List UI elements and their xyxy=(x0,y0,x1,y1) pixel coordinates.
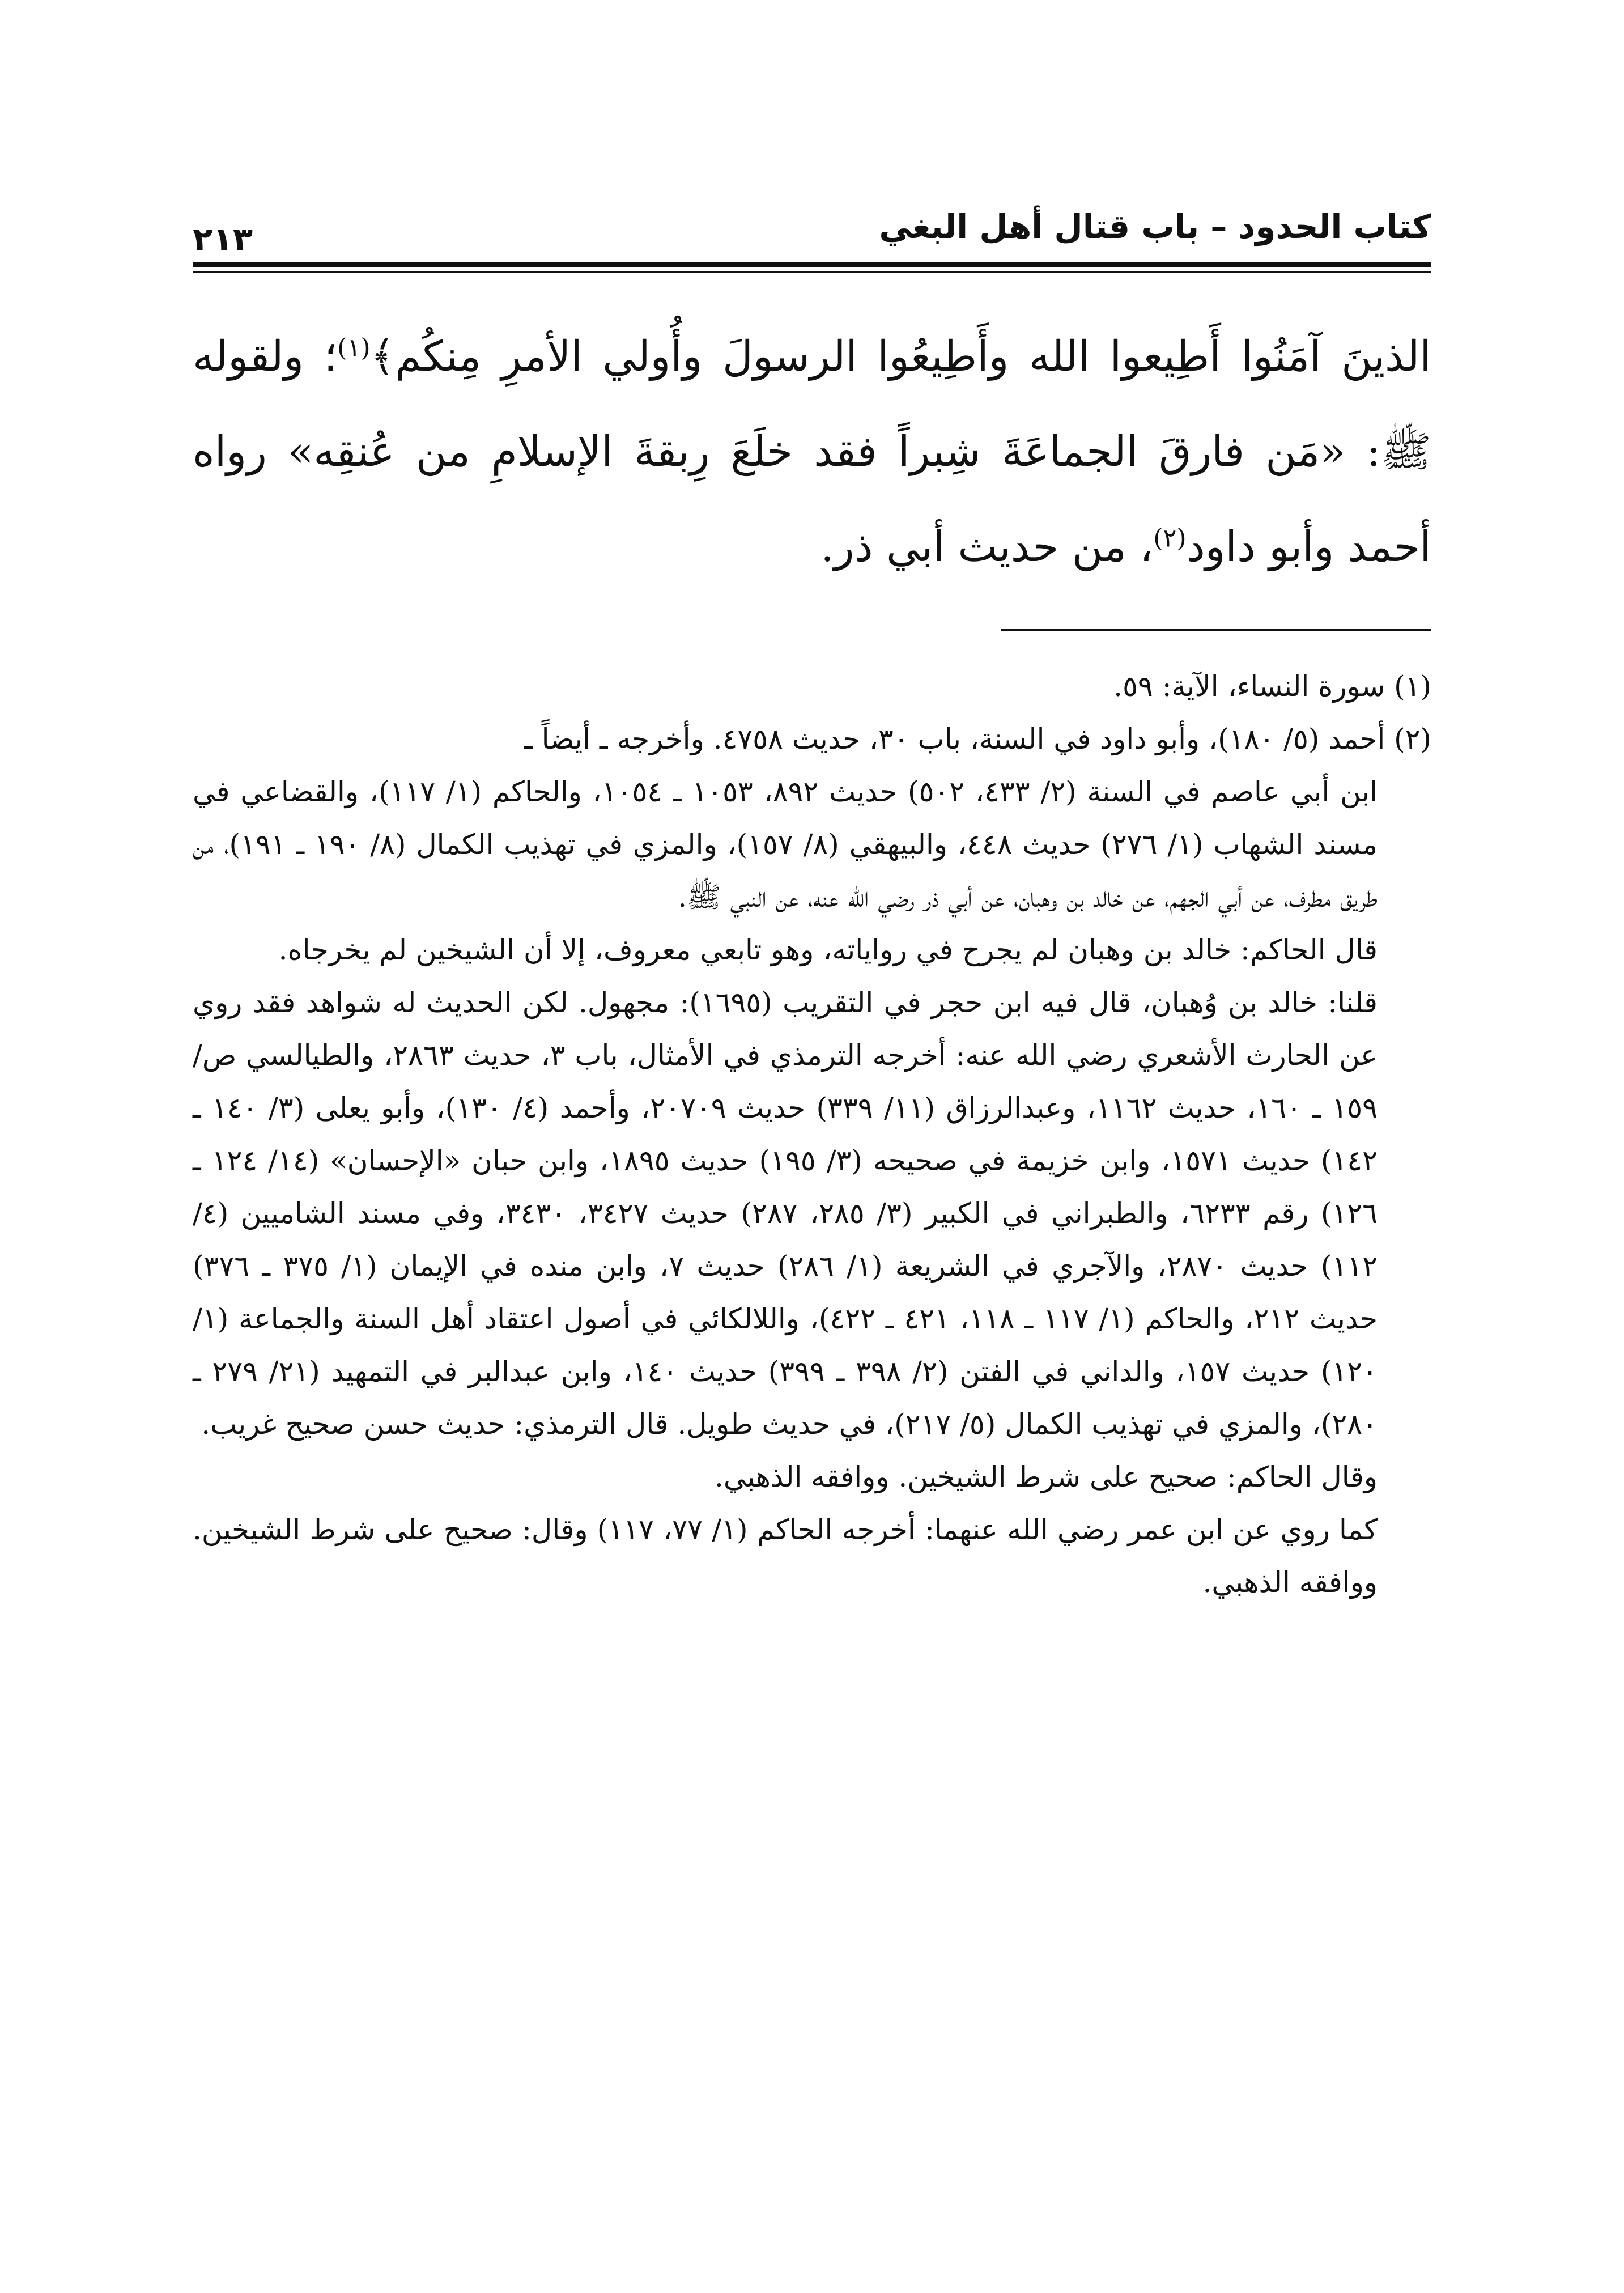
quran-verse: الذينَ آمَنُوا أَطِيعوا الله وأَطِيعُوا الرسولَ وأُولي الأمرِ مِنكُم﴾ xyxy=(370,332,1431,381)
main-paragraph xyxy=(193,309,1431,595)
footnote-2-head: (٢) أحمد (٥/ ١٨٠)، وأبو داود في السنة، باب ٣٠، حديث ٤٧٥٨. وأخرجه ـ أيضاً ـ xyxy=(524,723,1431,755)
main-text xyxy=(193,309,1431,595)
footnote-1: (١) سورة النساء، الآية: ٥٩. xyxy=(1113,670,1431,703)
footnote-2-ibn-umar: كما روي عن ابن عمر رضي الله عنهما: أخرجه الحاكم (١/ ٧٧، ١١٧) وقال: صحيح على شرط الشيخين. ووافقه الذهبي. xyxy=(193,1513,1378,1599)
page-number: ٢١٣ xyxy=(193,220,253,258)
footnotes xyxy=(193,660,1431,1609)
footnote-2-takhrij: قلنا: خالد بن وُهبان، قال فيه ابن حجر في التقريب (١٦٩٥): مجهول. لكن الحديث له شواهد فقد روي عن الحارث الأشعري رضي الله عنه: أخرجه الترمذي في الأمثال، باب ٣، حديث ٢٨٦٣، والطيالسي ص/ ١٥٩ ـ ١٦٠، حديث ١١٦٢، وعبدالرزاق (١١/ ٣٣٩) حديث ٢٠٧٠٩، وأحمد (٤/ ١٣٠)، وأبو يعلى (٣/ ١٤٠ ـ ١٤٢) حديث ١٥٧١، وابن خزيمة في صحيحه (٣/ ١٩٥) حديث ١٨٩٥، وابن حبان «الإحسان» (١٤/ ١٢٤ ـ ١٢٦) رقم ٦٢٣٣، والطبراني في الكبير (٣/ ٢٨٥، ٢٨٧) حديث ٣٤٢٧، ٣٤٣٠، وفي مسند الشاميين (٤/ ١١٢) حديث ٢٨٧٠، والآجري في الشريعة (١/ ٢٨٦) حديث ٧، وابن منده في الإيمان (١/ ٣٧٥ ـ ٣٧٦) حديث ٢١٢، والحاكم (١/ ١١٧ ـ ١١٨، ٤٢١ ـ ٤٢٢)، واللالكائي في أصول اعتقاد أهل السنة والجماعة (١/ ١٢٠) حديث ١٥٧، والداني في الفتن (٢/ ٣٩٨ ـ ٣٩٩) حديث ١٤٠، وابن عبدالبر في التمهيد (٢١/ ٢٧٩ ـ ٢٨٠)، والمزي في تهذيب الكمال (٥/ ٢١٧)، في حديث طويل. قال الترمذي: حديث حسن صحيح غريب. xyxy=(193,986,1378,1441)
header-rule-thin xyxy=(193,271,1431,273)
footnote-ref-2: (٢) xyxy=(1153,524,1187,553)
hadith-text: ؛ ولقوله ﷺ: «مَن فارقَ الجماعَةَ شِبراً فقد خلَعَ رِبقةَ الإسلامِ من عُنقِه» رواه أحمد وأبو داود xyxy=(193,332,1431,571)
footnote-2-hakim-2: وقال الحاكم: صحيح على شرط الشيخين. ووافقه الذهبي. xyxy=(714,1460,1378,1493)
footnote-ref-1: (١) xyxy=(337,333,371,363)
header-rule-thick xyxy=(193,262,1431,267)
footnote-separator xyxy=(1001,629,1431,631)
hadith-source: ، من حديث أبي ذر. xyxy=(820,523,1154,571)
chapter-title: كتاب الحدود – باب قتال أهل البغي xyxy=(879,207,1431,246)
running-header xyxy=(193,204,1431,258)
footnote-2-hakim: قال الحاكم: خالد بن وهبان لم يجرح في رواياته، وهو تابعي معروف، إلا أن الشيخين لم يخرجاه. xyxy=(278,933,1378,966)
footnote-2-body: ابن أبي عاصم في السنة (٢/ ٤٣٣، ٥٠٢) حديث ٨٩٢، ١٠٥٣ ـ ١٠٥٤، والحاكم (١/ ١١٧)، والقضاعي في مسند الشهاب (١/ ٢٧٦) حديث ٤٤٨، والبيهقي (٨/ ١٥٧)، والمزي في تهذيب الكمال (٨/ ١٩٠ ـ ١٩١)، من طريق مطرف، عن أبي الجهم، عن خالد بن وهبان، عن أبي ذر رضي الله عنه، عن النبي ﷺ. xyxy=(193,775,1378,914)
